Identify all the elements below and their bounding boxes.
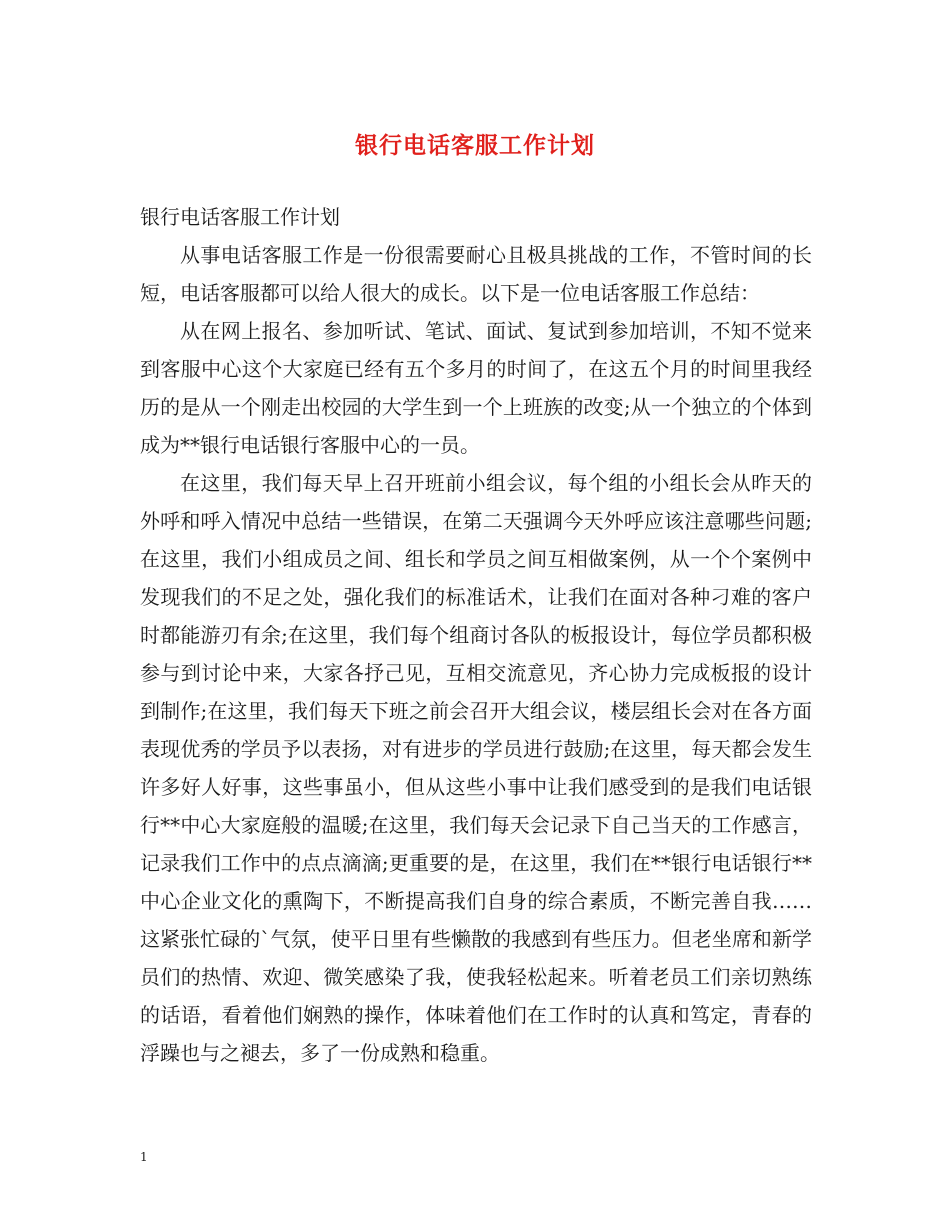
paragraph-daily-work: 在这里，我们每天早上召开班前小组会议，每个组的小组长会从昨天的外呼和呼入情况中总结一些错误，在第二天强调今天外呼应该注意哪些问题;在这里，我们小组成员之间、组长和学员之间互相做案例，从一个个案例中发现我们的不足之处，强化我们的标准话术，让我们在面对各种刁难的客户时都能游刃有余;在这里，我们每个组商讨各队的板报设计，每位学员都积极参与到讨论中来，大家各抒己见，互相交流意见，齐心协力完成板报的设计到制作;在这里，我们每天下班之前会召开大组会议，楼层组长会对在各方面表现优秀的学员予以表扬，对有进步的学员进行鼓励;在这里，每天都会发生许多好人好事，这些事虽小，但从这些小事中让我们感受到的是我们电话银行**中心大家庭般的温暖;在这里，我们每天会记录下自己当天的工作感言，记录我们工作中的点点滴滴;更重要的是，在这里，我们在**银行电话银行**中心企业文化的熏陶下，不断提高我们自身的综合素质，不断完善自我……这紧张忙碌的`气氛，使平日里有些懒散的我感到有些压力。但老坐席和新学员们的热情、欢迎、微笑感染了我，使我轻松起来。听着老员工们亲切熟练的话语，看着他们娴熟的操作，体味着他们在工作时的认真和笃定，青春的浮躁也与之褪去，多了一份成熟和稳重。 <box>140 471 812 1065</box>
page-number: 1 <box>140 1150 148 1164</box>
document-body <box>140 198 812 1072</box>
document-title: 银行电话客服工作计划 <box>355 132 595 159</box>
paragraph-training: 从在网上报名、参加听试、笔试、面试、复试到参加培训，不知不觉来到客服中心这个大家庭已经有五个多月的时间了，在这五个月的时间里我经历的是从一个刚走出校园的大学生到一个上班族的改变;从一个独立的个体到成为**银行电话银行客服中心的一员。 <box>140 319 812 457</box>
document-subtitle: 银行电话客服工作计划 <box>140 205 340 229</box>
paragraph-intro: 从事电话客服工作是一份很需要耐心且极具挑战的工作，不管时间的长短，电话客服都可以给人很大的成长。以下是一位电话客服工作总结： <box>140 243 812 305</box>
